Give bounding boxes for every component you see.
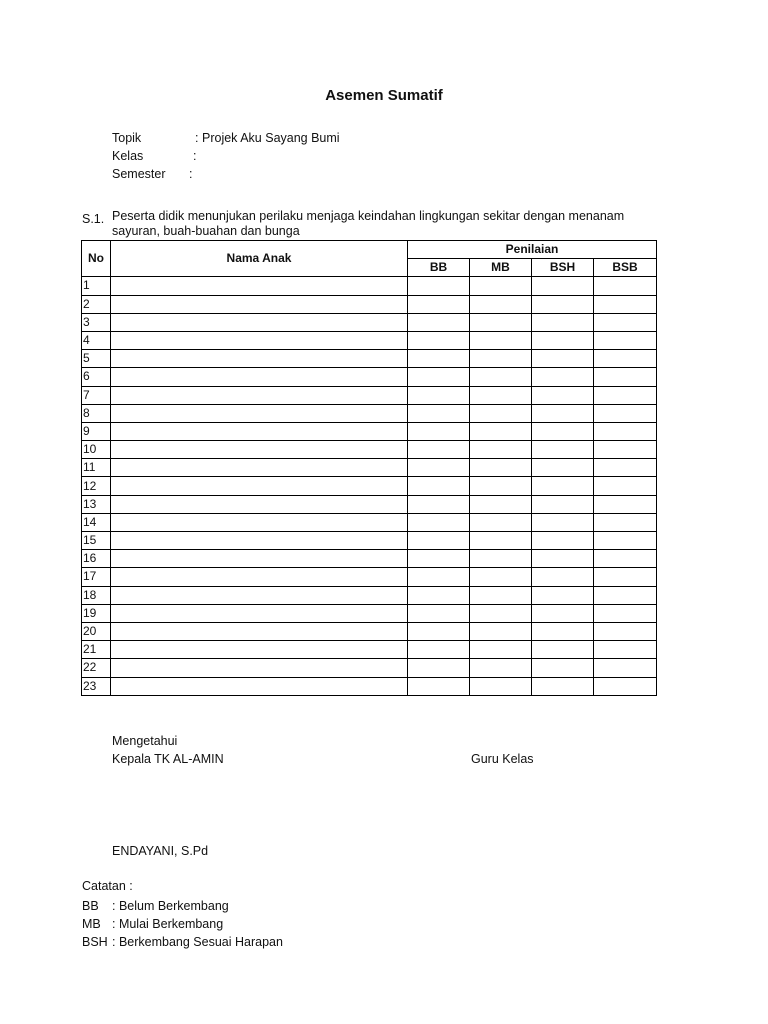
cell-mb	[470, 422, 532, 440]
kelas-colon: :	[193, 149, 197, 163]
table-row	[82, 331, 657, 349]
cell-mb	[470, 622, 532, 640]
table-row	[82, 495, 657, 513]
cell-bb	[408, 532, 470, 550]
cell-bsh	[532, 586, 594, 604]
cell-nama-anak	[111, 622, 408, 640]
row-number: 15	[82, 532, 111, 550]
row-number: 2	[82, 295, 111, 313]
row-number: 19	[82, 604, 111, 622]
semester-colon: :	[189, 167, 193, 181]
table-row	[82, 459, 657, 477]
cell-bb	[408, 495, 470, 513]
document-title: Asemen Sumatif	[325, 87, 443, 104]
table-row	[82, 295, 657, 313]
cell-bb	[408, 368, 470, 386]
table-row	[82, 586, 657, 604]
cell-bb	[408, 386, 470, 404]
header-bsh: BSH	[532, 259, 594, 277]
cell-bsb	[594, 604, 657, 622]
cell-mb	[470, 404, 532, 422]
table-row	[82, 313, 657, 331]
table-row	[82, 604, 657, 622]
cell-bb	[408, 677, 470, 695]
cell-bsb	[594, 477, 657, 495]
cell-bsb	[594, 677, 657, 695]
row-number: 17	[82, 568, 111, 586]
table-row	[82, 368, 657, 386]
row-number: 11	[82, 459, 111, 477]
table-body	[82, 277, 657, 695]
row-number: 23	[82, 677, 111, 695]
cell-mb	[470, 459, 532, 477]
cell-nama-anak	[111, 477, 408, 495]
guru-kelas-label: Guru Kelas	[471, 752, 534, 766]
cell-mb	[470, 295, 532, 313]
cell-bsh	[532, 477, 594, 495]
cell-bsh	[532, 677, 594, 695]
cell-bsb	[594, 386, 657, 404]
cell-nama-anak	[111, 568, 408, 586]
note-abbr-mb: MB	[82, 917, 101, 931]
cell-bsh	[532, 422, 594, 440]
kelas-label: Kelas	[112, 149, 144, 163]
row-number: 8	[82, 404, 111, 422]
cell-bsh	[532, 277, 594, 295]
cell-mb	[470, 532, 532, 550]
cell-mb	[470, 513, 532, 531]
cell-bsb	[594, 586, 657, 604]
cell-mb	[470, 386, 532, 404]
cell-nama-anak	[111, 586, 408, 604]
row-number: 1	[82, 277, 111, 295]
cell-bsh	[532, 350, 594, 368]
cell-bb	[408, 550, 470, 568]
cell-mb	[470, 277, 532, 295]
cell-bb	[408, 659, 470, 677]
table-row	[82, 477, 657, 495]
cell-nama-anak	[111, 677, 408, 695]
cell-bb	[408, 459, 470, 477]
cell-nama-anak	[111, 404, 408, 422]
note-abbr-bb: BB	[82, 899, 99, 913]
row-number: 14	[82, 513, 111, 531]
row-number: 22	[82, 659, 111, 677]
assessment-table	[81, 240, 657, 696]
cell-bsb	[594, 313, 657, 331]
cell-bsh	[532, 295, 594, 313]
note-desc-bb: : Belum Berkembang	[112, 899, 229, 913]
cell-nama-anak	[111, 532, 408, 550]
table-row	[82, 422, 657, 440]
cell-bsh	[532, 386, 594, 404]
row-number: 21	[82, 641, 111, 659]
table-row	[82, 277, 657, 295]
cell-bsh	[532, 550, 594, 568]
kepala-label: Kepala TK AL-AMIN	[112, 752, 224, 766]
row-number: 9	[82, 422, 111, 440]
cell-nama-anak	[111, 513, 408, 531]
table-row	[82, 532, 657, 550]
cell-mb	[470, 677, 532, 695]
cell-bsb	[594, 622, 657, 640]
header-no: No	[82, 241, 111, 277]
cell-mb	[470, 350, 532, 368]
cell-bsh	[532, 404, 594, 422]
cell-mb	[470, 641, 532, 659]
cell-bsb	[594, 404, 657, 422]
topik-value: Projek Aku Sayang Bumi	[202, 131, 340, 145]
note-desc-bsh: : Berkembang Sesuai Harapan	[112, 935, 283, 949]
cell-mb	[470, 313, 532, 331]
cell-bsb	[594, 641, 657, 659]
note-desc-mb: : Mulai Berkembang	[112, 917, 224, 931]
cell-bsb	[594, 550, 657, 568]
cell-bsh	[532, 513, 594, 531]
section-text-line1: Peserta didik menunjukan perilaku menjaga keindahan lingkungan sekitar dengan menanam	[112, 209, 625, 223]
cell-nama-anak	[111, 331, 408, 349]
cell-bsh	[532, 368, 594, 386]
cell-bb	[408, 604, 470, 622]
semester-label: Semester	[112, 167, 166, 181]
cell-nama-anak	[111, 350, 408, 368]
row-number: 13	[82, 495, 111, 513]
row-number: 6	[82, 368, 111, 386]
table-row	[82, 513, 657, 531]
table-row	[82, 441, 657, 459]
table-row	[82, 659, 657, 677]
cell-bb	[408, 441, 470, 459]
cell-nama-anak	[111, 277, 408, 295]
cell-bsh	[532, 441, 594, 459]
cell-nama-anak	[111, 604, 408, 622]
row-number: 5	[82, 350, 111, 368]
row-number: 16	[82, 550, 111, 568]
table-row	[82, 386, 657, 404]
cell-bsb	[594, 368, 657, 386]
cell-nama-anak	[111, 386, 408, 404]
cell-nama-anak	[111, 368, 408, 386]
notes-heading: Catatan :	[82, 879, 133, 893]
cell-nama-anak	[111, 422, 408, 440]
cell-bsb	[594, 532, 657, 550]
row-number: 10	[82, 441, 111, 459]
table-row	[82, 404, 657, 422]
cell-bsb	[594, 422, 657, 440]
kepala-name: ENDAYANI, S.Pd	[112, 844, 209, 858]
cell-bb	[408, 404, 470, 422]
cell-mb	[470, 477, 532, 495]
cell-bsb	[594, 659, 657, 677]
cell-bb	[408, 277, 470, 295]
cell-nama-anak	[111, 313, 408, 331]
cell-nama-anak	[111, 495, 408, 513]
table-row	[82, 350, 657, 368]
cell-mb	[470, 331, 532, 349]
cell-bsh	[532, 622, 594, 640]
row-number: 18	[82, 586, 111, 604]
row-number: 3	[82, 313, 111, 331]
cell-bsb	[594, 295, 657, 313]
row-number: 12	[82, 477, 111, 495]
cell-bsb	[594, 459, 657, 477]
table-row	[82, 622, 657, 640]
header-bsb: BSB	[594, 259, 657, 277]
cell-bsh	[532, 659, 594, 677]
cell-nama-anak	[111, 659, 408, 677]
cell-bsb	[594, 441, 657, 459]
cell-bb	[408, 586, 470, 604]
cell-bsh	[532, 331, 594, 349]
cell-bsb	[594, 277, 657, 295]
table-row	[82, 568, 657, 586]
cell-bb	[408, 350, 470, 368]
cell-mb	[470, 495, 532, 513]
cell-bb	[408, 513, 470, 531]
cell-mb	[470, 368, 532, 386]
cell-bb	[408, 313, 470, 331]
cell-bsh	[532, 641, 594, 659]
cell-bb	[408, 422, 470, 440]
cell-nama-anak	[111, 550, 408, 568]
cell-bb	[408, 641, 470, 659]
cell-bsb	[594, 331, 657, 349]
cell-bsh	[532, 495, 594, 513]
row-number: 7	[82, 386, 111, 404]
cell-bsh	[532, 568, 594, 586]
cell-bb	[408, 331, 470, 349]
header-mb: MB	[470, 259, 532, 277]
header-bb: BB	[408, 259, 470, 277]
section-number: S.1.	[82, 212, 105, 226]
cell-bsb	[594, 513, 657, 531]
cell-bsh	[532, 459, 594, 477]
section-text-line2: sayuran, buah-buahan dan bunga	[112, 224, 300, 238]
cell-nama-anak	[111, 441, 408, 459]
cell-mb	[470, 441, 532, 459]
topik-colon: :	[195, 131, 199, 145]
cell-bsh	[532, 532, 594, 550]
cell-bb	[408, 295, 470, 313]
header-penilaian: Penilaian	[408, 241, 657, 259]
topik-label: Topik	[112, 131, 142, 145]
cell-bsb	[594, 350, 657, 368]
row-number: 20	[82, 622, 111, 640]
cell-bsh	[532, 604, 594, 622]
note-abbr-bsh: BSH	[82, 935, 108, 949]
table-row	[82, 677, 657, 695]
cell-nama-anak	[111, 459, 408, 477]
cell-nama-anak	[111, 641, 408, 659]
cell-nama-anak	[111, 295, 408, 313]
cell-mb	[470, 568, 532, 586]
mengetahui-label: Mengetahui	[112, 734, 178, 748]
cell-mb	[470, 604, 532, 622]
header-nama-anak: Nama Anak	[111, 241, 408, 277]
cell-mb	[470, 659, 532, 677]
cell-bsb	[594, 568, 657, 586]
table-row	[82, 550, 657, 568]
table-row	[82, 641, 657, 659]
cell-bb	[408, 622, 470, 640]
row-number: 4	[82, 331, 111, 349]
cell-bsh	[532, 313, 594, 331]
cell-bb	[408, 477, 470, 495]
cell-bsb	[594, 495, 657, 513]
cell-mb	[470, 586, 532, 604]
cell-mb	[470, 550, 532, 568]
cell-bb	[408, 568, 470, 586]
